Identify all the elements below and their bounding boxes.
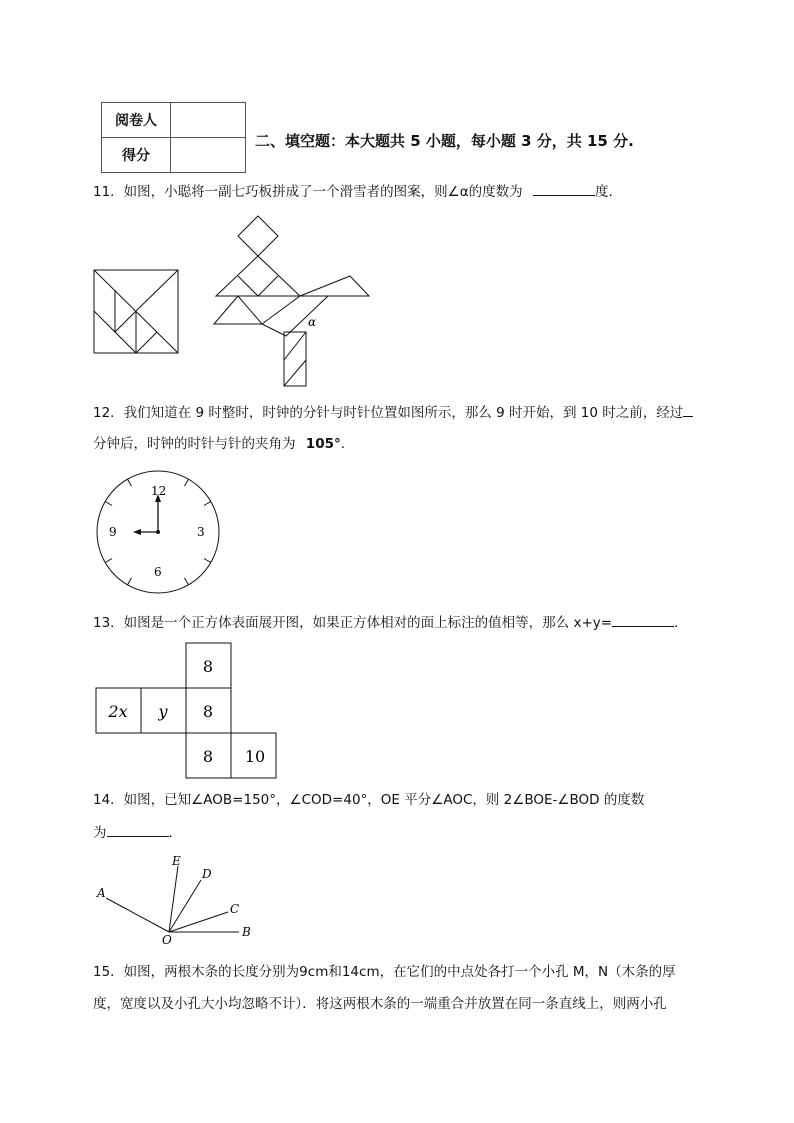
- skier-body: [216, 256, 300, 296]
- q12-text-1: 12．我们知道在 9 时整时，时钟的分针与时针位置如图所示，那么 9 时开始，到 10 时之前，经过: [93, 405, 684, 421]
- score-cell: [171, 138, 246, 173]
- clock-tick: [185, 578, 189, 585]
- q13-end: .: [674, 615, 679, 631]
- clock-tick: [204, 502, 211, 506]
- q14-text-2: 为: [93, 825, 107, 841]
- label-O: O: [162, 933, 172, 947]
- skier-ski: [284, 332, 306, 386]
- skier-arm: [300, 276, 369, 296]
- clock-label-12: 12: [151, 484, 167, 498]
- reviewer-cell: [171, 103, 246, 138]
- q12-angle-value: 105°: [305, 436, 341, 452]
- q11-suffix: 度.: [594, 184, 613, 200]
- skier-leg-left: [214, 296, 262, 324]
- clock-label-9: 9: [109, 525, 117, 539]
- reviewer-label: 阅卷人: [102, 103, 171, 138]
- clock-label-3: 3: [197, 525, 205, 539]
- question-11: [93, 181, 613, 202]
- skier-head: [238, 216, 278, 256]
- hour-hand-arrow: [133, 529, 141, 535]
- net-cell-top: 8: [202, 657, 214, 676]
- q11-answer-blank: [533, 181, 595, 196]
- skier-leg-right: [262, 296, 328, 336]
- question-15-line2: 度，宽度以及小孔大小均忽略不计）．将这两根木条的一端重合并放置在同一条直线上，则两小孔: [93, 996, 667, 1012]
- net-cell-middle: 8: [202, 702, 214, 721]
- q12-end: .: [340, 436, 346, 452]
- clock-tick: [128, 479, 132, 486]
- clock-tick: [128, 578, 132, 585]
- clock-tick: [105, 559, 112, 563]
- net-cell-y: y: [158, 702, 168, 721]
- question-14-line2: [93, 822, 173, 843]
- ray-OE: [169, 866, 178, 932]
- question-12-line2: [93, 434, 345, 454]
- net-cell-2x: 2x: [108, 702, 128, 721]
- section-title: 二、填空题：本大题共 5 小题，每小题 3 分，共 15 分.: [255, 132, 634, 150]
- question-14-line1: 14．如图，已知∠AOB=150°，∠COD=40°，OE 平分∠AOC，则 2∠BOE-∠BOD 的度数: [93, 792, 645, 808]
- label-D: D: [202, 867, 212, 881]
- net-cell-bottom: 8: [202, 747, 214, 766]
- cube-net-figure: [95, 642, 279, 780]
- clock-tick: [185, 479, 189, 486]
- alpha-label: α: [308, 315, 317, 329]
- clock-tick: [105, 502, 112, 506]
- clock-center: [156, 530, 160, 534]
- q12-text-2: 分钟后，时钟的时针与针的夹角为: [93, 436, 296, 452]
- label-E: E: [172, 854, 181, 868]
- ray-OA: [106, 898, 169, 932]
- label-C: C: [230, 902, 240, 916]
- question-13: [93, 612, 678, 633]
- net-cell-right: 10: [244, 747, 266, 766]
- q11-text: 11．如图，小聪将一副七巧板拼成了一个滑雪者的图案，则∠α的度数为: [93, 184, 523, 200]
- ray-OC: [169, 912, 228, 932]
- clock-label-6: 6: [154, 565, 162, 579]
- q12-answer-blank: [683, 402, 693, 417]
- score-table: [101, 102, 246, 173]
- label-B: B: [242, 925, 251, 939]
- q13-answer-blank: [612, 612, 674, 627]
- ray-OD: [169, 880, 201, 932]
- score-label: 得分: [102, 138, 171, 173]
- clock-figure: [95, 470, 223, 598]
- q13-text: 13．如图是一个正方体表面展开图，如果正方体相对的面上标注的值相等，那么 x+y=: [93, 615, 613, 631]
- question-12-line1: [93, 402, 693, 423]
- q14-end: .: [168, 825, 173, 841]
- question-15-line1: 15．如图，两根木条的长度分别为9cm和14cm，在它们的中点处各打一个小孔 M，N（木条的厚: [93, 964, 676, 980]
- tangram-figure: [88, 210, 378, 392]
- q14-answer-blank: [107, 822, 169, 837]
- label-A: A: [97, 886, 106, 900]
- clock-tick: [204, 559, 211, 563]
- angle-figure: [94, 852, 264, 948]
